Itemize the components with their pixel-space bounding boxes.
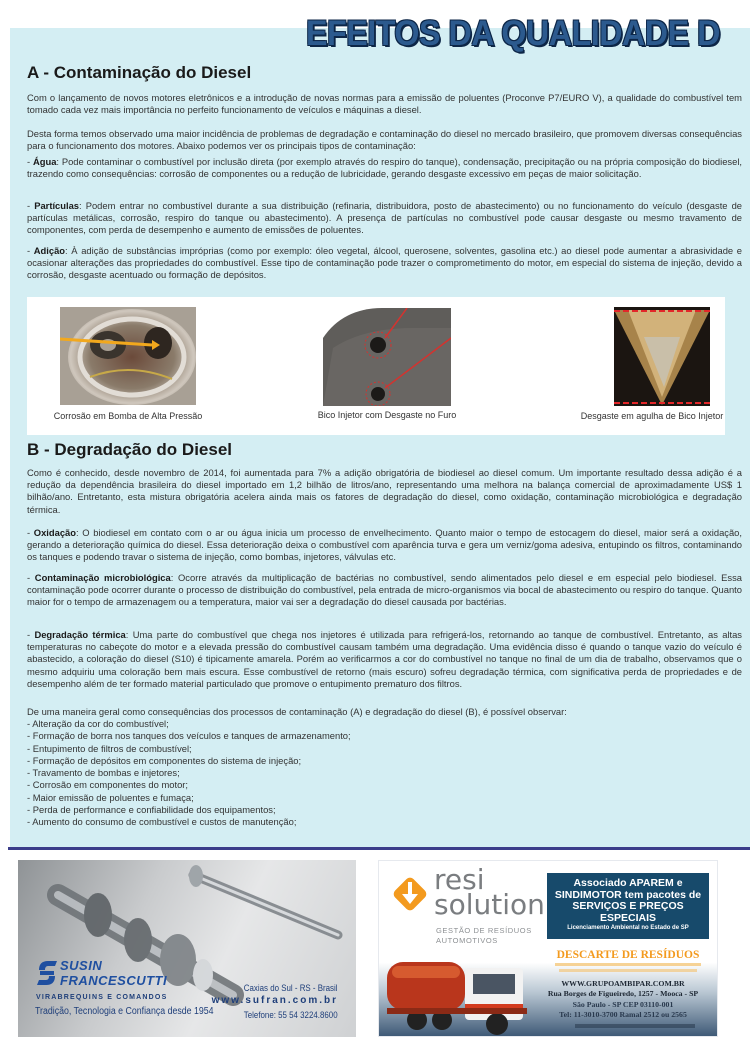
pump-corrosion-photo xyxy=(60,307,196,405)
consequence-item: - Aumento do consumo de combustível e custos de manutenção; xyxy=(27,816,297,828)
sf-logo-icon xyxy=(36,958,58,988)
section-b-intro: Como é conhecido, desde novembro de 2014, foi aumentada para 7% a adição obrigatória de biodiesel ao diesel comum. Um importante resultado dessa adição é a redução da dependência brasileira do diesel importado em 1,2 bilhão de litros/ano, representando uma melhora na balança comercial de aproximadamente US$ 1 bilhão/ano. Entretanto, esta mistura obrigatória acelera ainda mais os fatores de degradação do diesel, como oxidação, contaminação microbiológica e degradação térmica. xyxy=(27,467,742,515)
descarte-subtext-line xyxy=(559,969,697,972)
resi-email-line xyxy=(575,1024,695,1028)
resi-solution-ad[interactable] xyxy=(378,860,718,1037)
descarte-title: DESCARTE DE RESÍDUOS xyxy=(556,949,700,961)
photo-caption: Desgaste em agulha de Bico Injetor xyxy=(580,411,724,421)
section-a-intro-1: Com o lançamento de novos motores eletrônicos e a introdução de novas normas para a emissão de poluentes (Proconve P7/EURO V), a qualidade do combustível tem tomado cada vez mais importância no perfeito funcionamento de veículos e máquinas a diesel. xyxy=(27,92,742,116)
promo-line2: SINDIMOTOR tem pacotes de xyxy=(554,888,702,901)
descarte-subtext-line xyxy=(555,963,701,966)
consequence-item: - Corrosão em componentes do motor; xyxy=(27,779,189,791)
consequence-item: - Formação de depósitos em componentes do sistema de injeção; xyxy=(27,754,302,766)
needle-wear-image xyxy=(614,307,710,406)
section-a-title: A - Contaminação do Diesel xyxy=(27,63,252,82)
resi-brand-line1: resi xyxy=(434,863,485,896)
pump-corrosion-image xyxy=(60,307,196,405)
download-arrow-logo-icon xyxy=(391,875,429,913)
susin-website[interactable]: www.sufran.com.br xyxy=(211,995,338,1006)
susin-brand-line1: SUSIN xyxy=(60,958,103,973)
susin-logo xyxy=(36,958,58,993)
consequence-item: - Maior emissão de poluentes e fumaça; xyxy=(27,791,194,803)
contaminant-particulas: - Partículas: Podem entrar no combustível durante a sua distribuição (refinaria, distribuidora, posto de abastecimento) ou no funcionamento do veículo (desgaste de partículas metálicas, corrosão, respiro do tanque ou abastecimento). A presença de partículas no combustível pode causar desgaste ou mesmo travamento de componentes, com perda de desempenho e aumento de emissões de poluentes. xyxy=(27,200,743,236)
degradation-text: : Uma parte do combustível que chega nos injetores é utilizada para refrigerá-los, retornando ao tanque de combustível. Entretanto, as altas temperaturas no cabeçote do motor e a elevada pressão do combustível causam também uma degradação. Uma evidência disso é quando o tanque vazio do veículo é abastecido, a coloração do diesel (S10) é tipicamente amarela. Porém ao verificarmos a cor do combustível no tanque no final de um dia de trabalho, observamos que o mesmo adquiriu uma coloração bem mais escura. Esse combustível de retorno (mais escuro) sofreu degradação térmica, com significativa perda de propriedades e de desempenho além de ter formado material particulado que promove o entupimento prematuro dos filtros. xyxy=(27,629,742,689)
degradation-microbiologica: - Contaminação microbiológica: Ocorre através da multiplicação de bactérias no combustível, sendo alimentados pelo diesel e em especial pelo biodiesel. Essa contaminação pode ocorrer durante o processo de distribuição do combustível, pela entrada de micro-organismos via bocal de abastecimento ou respiro do tanque. Quanto maior for o tempo de armazenagem ou a temperatura, maior vai ser a degradação do diesel causada por bactérias. xyxy=(27,572,742,608)
promo-line3: SERVIÇOS E PREÇOS xyxy=(572,900,684,912)
resi-logo xyxy=(391,875,429,918)
contaminant-term: Adição xyxy=(33,245,66,256)
contaminant-term: Partículas xyxy=(34,200,80,211)
consequence-item: - Perda de performance e confiabilidade dos equipamentos; xyxy=(27,804,276,816)
consequence-item: - Formação de borra nos tanques dos veículos e tanques de armazenamento; xyxy=(27,730,351,742)
susin-tagline: Tradição, Tecnologia e Confiança desde 1954 xyxy=(35,1006,214,1017)
susin-product: VIRABREQUINS E COMANDOS xyxy=(36,994,168,1001)
susin-location: Caxias do Sul - RS - Brasil xyxy=(244,983,338,993)
resi-website[interactable]: WWW.GRUPOAMBIPAR.COM.BR xyxy=(561,979,685,988)
degradation-term: Oxidação xyxy=(33,527,77,538)
susin-brand-line2: FRANCESCUTTI xyxy=(60,973,168,988)
resi-contact xyxy=(527,979,718,1020)
promo-line4: ESPECIAIS xyxy=(599,911,657,924)
section-b-title: B - Degradação do Diesel xyxy=(27,440,233,459)
degradation-term: Degradação térmica xyxy=(34,629,126,640)
needle-wear-photo xyxy=(614,307,710,406)
degradation-term: Contaminação microbiológica xyxy=(34,572,171,583)
degradation-text: : O biodiesel em contato com o ar ou água inicia um processo de envelhecimento. Quanto maior o tempo de estocagem do diesel, maior será a oxidação, gerando a deterioração química do diesel. Essa deterioração deixa o combustível com aparência turva e gera um verniz/goma adesiva, entupindo os filtros, contaminando os tanques e podendo travar o sistema de injeção, como bombas, injetores, válvulas etc. xyxy=(27,527,742,563)
degradation-text: : Ocorre através da multiplicação de bactérias no combustível, sendo alimentados pelo diesel e em especial pelo biodiesel. Essa contaminação pode ocorrer durante o processo de distribuição do combustível, pela entrada de micro-organismos via bocal de abastecimento ou respiro do tanque. Quanto maior for o tempo de armazenagem ou a temperatura, maior vai ser a degradação do diesel causada por bactérias. xyxy=(27,572,742,608)
resi-city: São Paulo - SP CEP 03110-001 xyxy=(572,999,674,1009)
resi-sub-line2: AUTOMOTIVOS xyxy=(436,936,498,945)
consequence-item: - Alteração da cor do combustível; xyxy=(27,718,169,729)
resi-brand-line2: solution xyxy=(434,888,545,921)
susin-francescutti-ad[interactable] xyxy=(18,860,356,1037)
injector-nozzle-image xyxy=(323,308,451,406)
truck-illustration xyxy=(387,948,537,1037)
contaminant-text: : Pode contaminar o combustível por inclusão direta (por exemplo através do respiro do tanque), condensação, precipitação ou na própria composição do biodiesel, trazendo como consequências: corrosão de componentes ou a redução de lubricidade, gerando desgaste excessivo em peças de maior solicitação. xyxy=(27,156,743,180)
associado-promo-box xyxy=(547,873,709,939)
contaminant-text: : Podem entrar no combustível durante a sua distribuição (refinaria, distribuidora, posto de abastecimento) ou no funcionamento do veículo (desgaste de partículas metálicas, corrosão, respiro do tanque ou abastecimento). A presença de partículas no combustível pode causar desgaste ou mesmo travamento de componentes, com perda de desempenho e aumento de emissões de poluentes. xyxy=(27,200,743,236)
susin-phone: Telefone: 55 54 3224.8600 xyxy=(244,1010,338,1020)
contaminant-term: Água xyxy=(32,156,57,167)
photo-caption: Bico Injetor com Desgaste no Furo xyxy=(317,410,457,420)
contaminant-adicao: - Adição: À adição de substâncias impróprias (como por exemplo: óleo vegetal, álcool, querosene, solventes, gasolina etc.) ao diesel pode aumentar a abrasividade e ocasionar alterações das propriedades do combustível. Esse tipo de contaminação pode trazer o comprometimento do motor, em especial do sistema de injeção, devido a corrosão, desgaste acentuado ou formação de depósitos. xyxy=(27,245,743,281)
photo-strip xyxy=(27,297,725,435)
summary-intro: De uma maneira geral como consequências dos processos de contaminação (A) e degradação do diesel (B), é possível observar: xyxy=(27,706,567,717)
consequence-item: - Travamento de bombas e injetores; xyxy=(27,767,180,779)
degradation-termica: - Degradação térmica: Uma parte do combustível que chega nos injetores é utilizada para refrigerá-los, retornando ao tanque de combustível. Entretanto, as altas temperaturas no cabeçote do motor e a elevada pressão do combustível causam também uma degradação. Uma evidência disso é quando o tanque vazio do veículo é abastecido, a coloração do diesel (S10) é tipicamente amarela. Porém ao verificarmos a cor do combustível no tanque no final de um dia de trabalho, observamos que o mesmo adquiriu uma coloração bem mais escura. Esse combustível de retorno (mais escuro) sofreu degradação térmica, com significativa perda de propriedades e de desempenho além de ter formado material particulado que promove o entupimento prematuro dos filtros. xyxy=(27,629,742,689)
promo-line1: Associado APAREM e xyxy=(573,877,683,889)
contaminant-agua: - Água: Pode contaminar o combustível por inclusão direta (por exemplo através do respiro do tanque), condensação, precipitação ou na própria composição do biodiesel, trazendo como consequências: corrosão de componentes ou a redução de lubricidade, gerando desgaste excessivo em peças de maior solicitação. xyxy=(27,156,743,180)
degradation-oxidacao: - Oxidação: O biodiesel em contato com o ar ou água inicia um processo de envelhecimento. Quanto maior o tempo de estocagem do diesel, maior será a oxidação, gerando a deterioração química do diesel. Essa deterioração deixa o combustível com aparência turva e gera um verniz/goma adesiva, entupindo os filtros, contaminando os tanques e podendo travar o sistema de injeção, como bombas, injetores, válvulas etc. xyxy=(27,527,742,563)
page-title: EFEITOS DA QUALIDADE D xyxy=(306,14,720,53)
photo-caption: Corrosão em Bomba de Alta Pressão xyxy=(53,411,203,421)
resi-phone: Tel: 11-3010-3700 Ramal 2512 ou 2565 xyxy=(559,1009,687,1019)
promo-sub: Licenciamento Ambiental no Estado de SP xyxy=(567,925,689,931)
contaminant-text: : À adição de substâncias impróprias (como por exemplo: óleo vegetal, álcool, querosene, solventes, gasolina etc.) ao diesel pode aumentar a abrasividade e ocasionar alterações das propriedades do combustível. Esse tipo de contaminação pode trazer o comprometimento do motor, em especial do sistema de injeção, devido a corrosão, desgaste acentuado ou formação de depósitos. xyxy=(27,245,743,281)
injector-nozzle-photo xyxy=(323,308,451,406)
resi-address: Rua Borges de Figueiredo, 1257 - Mooca - SP xyxy=(547,989,699,999)
consequence-item: - Entupimento de filtros de combustível; xyxy=(27,742,192,754)
resi-sub-line1: GESTÃO DE RESÍDUOS xyxy=(436,926,532,935)
consequences-list xyxy=(27,718,351,829)
section-divider xyxy=(8,847,750,850)
section-a-intro-2: Desta forma temos observado uma maior incidência de problemas de degradação e contaminação do diesel no mercado brasileiro, que promovem diversas consequências para o funcionamento dos motores. Abaixo podemos ver os principais tipos de contaminação: xyxy=(27,128,742,152)
